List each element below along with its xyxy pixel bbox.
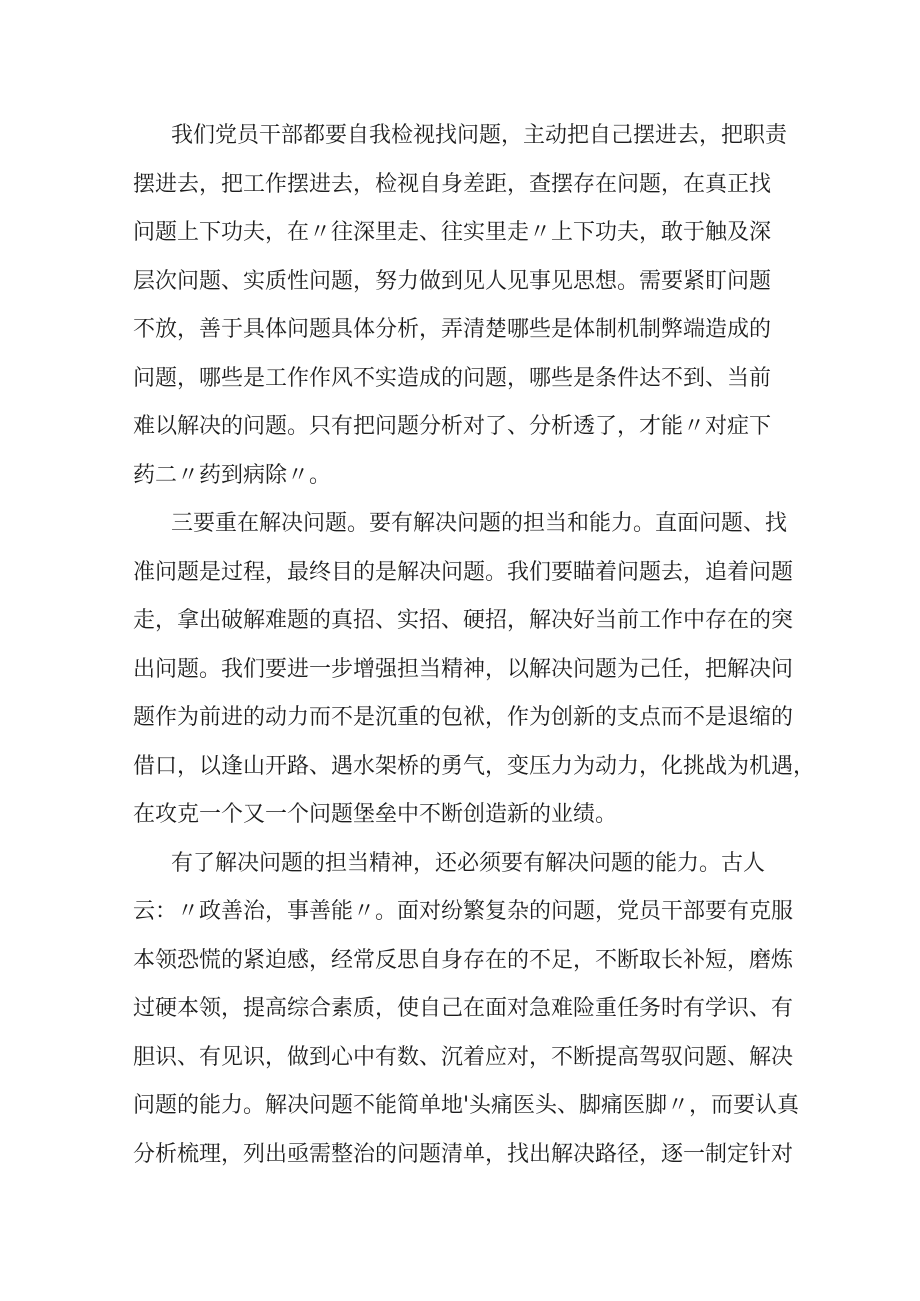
text-line: 难以解决的问题。只有把问题分析对了、分析透了，才能〃对症下	[133, 414, 772, 439]
text-line: 题作为前进的动力而不是沉重的包袱，作为创新的支点而不是退缩的	[133, 705, 794, 730]
text-line: 胆识、有见识，做到心中有数、沉着应对，不断提高驾驭问题、解决	[133, 1044, 794, 1070]
text-line: 问题的能力。解决问题不能简单地'头痛医头、脚痛医脚〃，而要认真	[133, 1093, 800, 1118]
document-body	[133, 112, 816, 1179]
text-line: 在攻克一个又一个问题堡垒中不断创造新的业绩。	[133, 802, 618, 827]
text-line: 借口，以逢山开路、遇水架桥的勇气，变压力为动力，化挑战为机遇，	[133, 753, 816, 779]
paragraph-ability	[133, 840, 800, 1180]
text-line: 出问题。我们要进一步增强担当精神，以解决问题为己任，把解决问	[133, 656, 794, 682]
text-line: 走，拿出破解难题的真招、实招、硬招，解决好当前工作中存在的突	[133, 608, 794, 633]
text-line: 药二〃药到病除〃。	[133, 462, 332, 488]
text-line: 三要重在解决问题。要有解决问题的担当和能力。直面问题、找	[171, 511, 788, 536]
text-line: 不放，善于具体问题具体分析，弄清楚哪些是体制机制弊端造成的	[133, 317, 772, 342]
text-line: 问题上下功夫，在〃往深里走、往实里走〃上下功夫，敢于触及深	[133, 220, 772, 245]
text-line: 有了解决问题的担当精神，还必须要有解决问题的能力。古人	[171, 850, 766, 876]
text-line: 本领恐慌的紧迫感，经常反思自身存在的不足，不断取长补短，磨炼	[133, 947, 794, 973]
text-line: 摆进去，把工作摆进去，检视自身差距，查摆存在问题，在真正找	[133, 171, 772, 197]
text-line: 准问题是过程，最终目的是解决问题。我们要瞄着问题去，追着问题	[133, 559, 794, 585]
text-line: 问题，哪些是工作作风不实造成的问题，哪些是条件达不到、当前	[133, 365, 772, 391]
text-line: 层次问题、实质性问题，努力做到见人见事见思想。需要紧盯问题	[133, 268, 772, 294]
paragraph-solve-problems	[133, 500, 816, 840]
text-line: 过硬本领，提高综合素质，使自己在面对急难险重任务时有学识、有	[133, 996, 794, 1021]
text-line: 我们党员干部都要自我检视找问题，主动把自己摆进去，把职责	[171, 123, 788, 148]
text-line: 分析梳理，列出亟需整治的问题清单，找出解决路径，逐一制定针对	[133, 1141, 794, 1167]
text-line: 云：〃政善治，事善能〃。面对纷繁复杂的问题，党员干部要有克服	[133, 899, 794, 924]
paragraph-self-examination	[133, 112, 793, 500]
